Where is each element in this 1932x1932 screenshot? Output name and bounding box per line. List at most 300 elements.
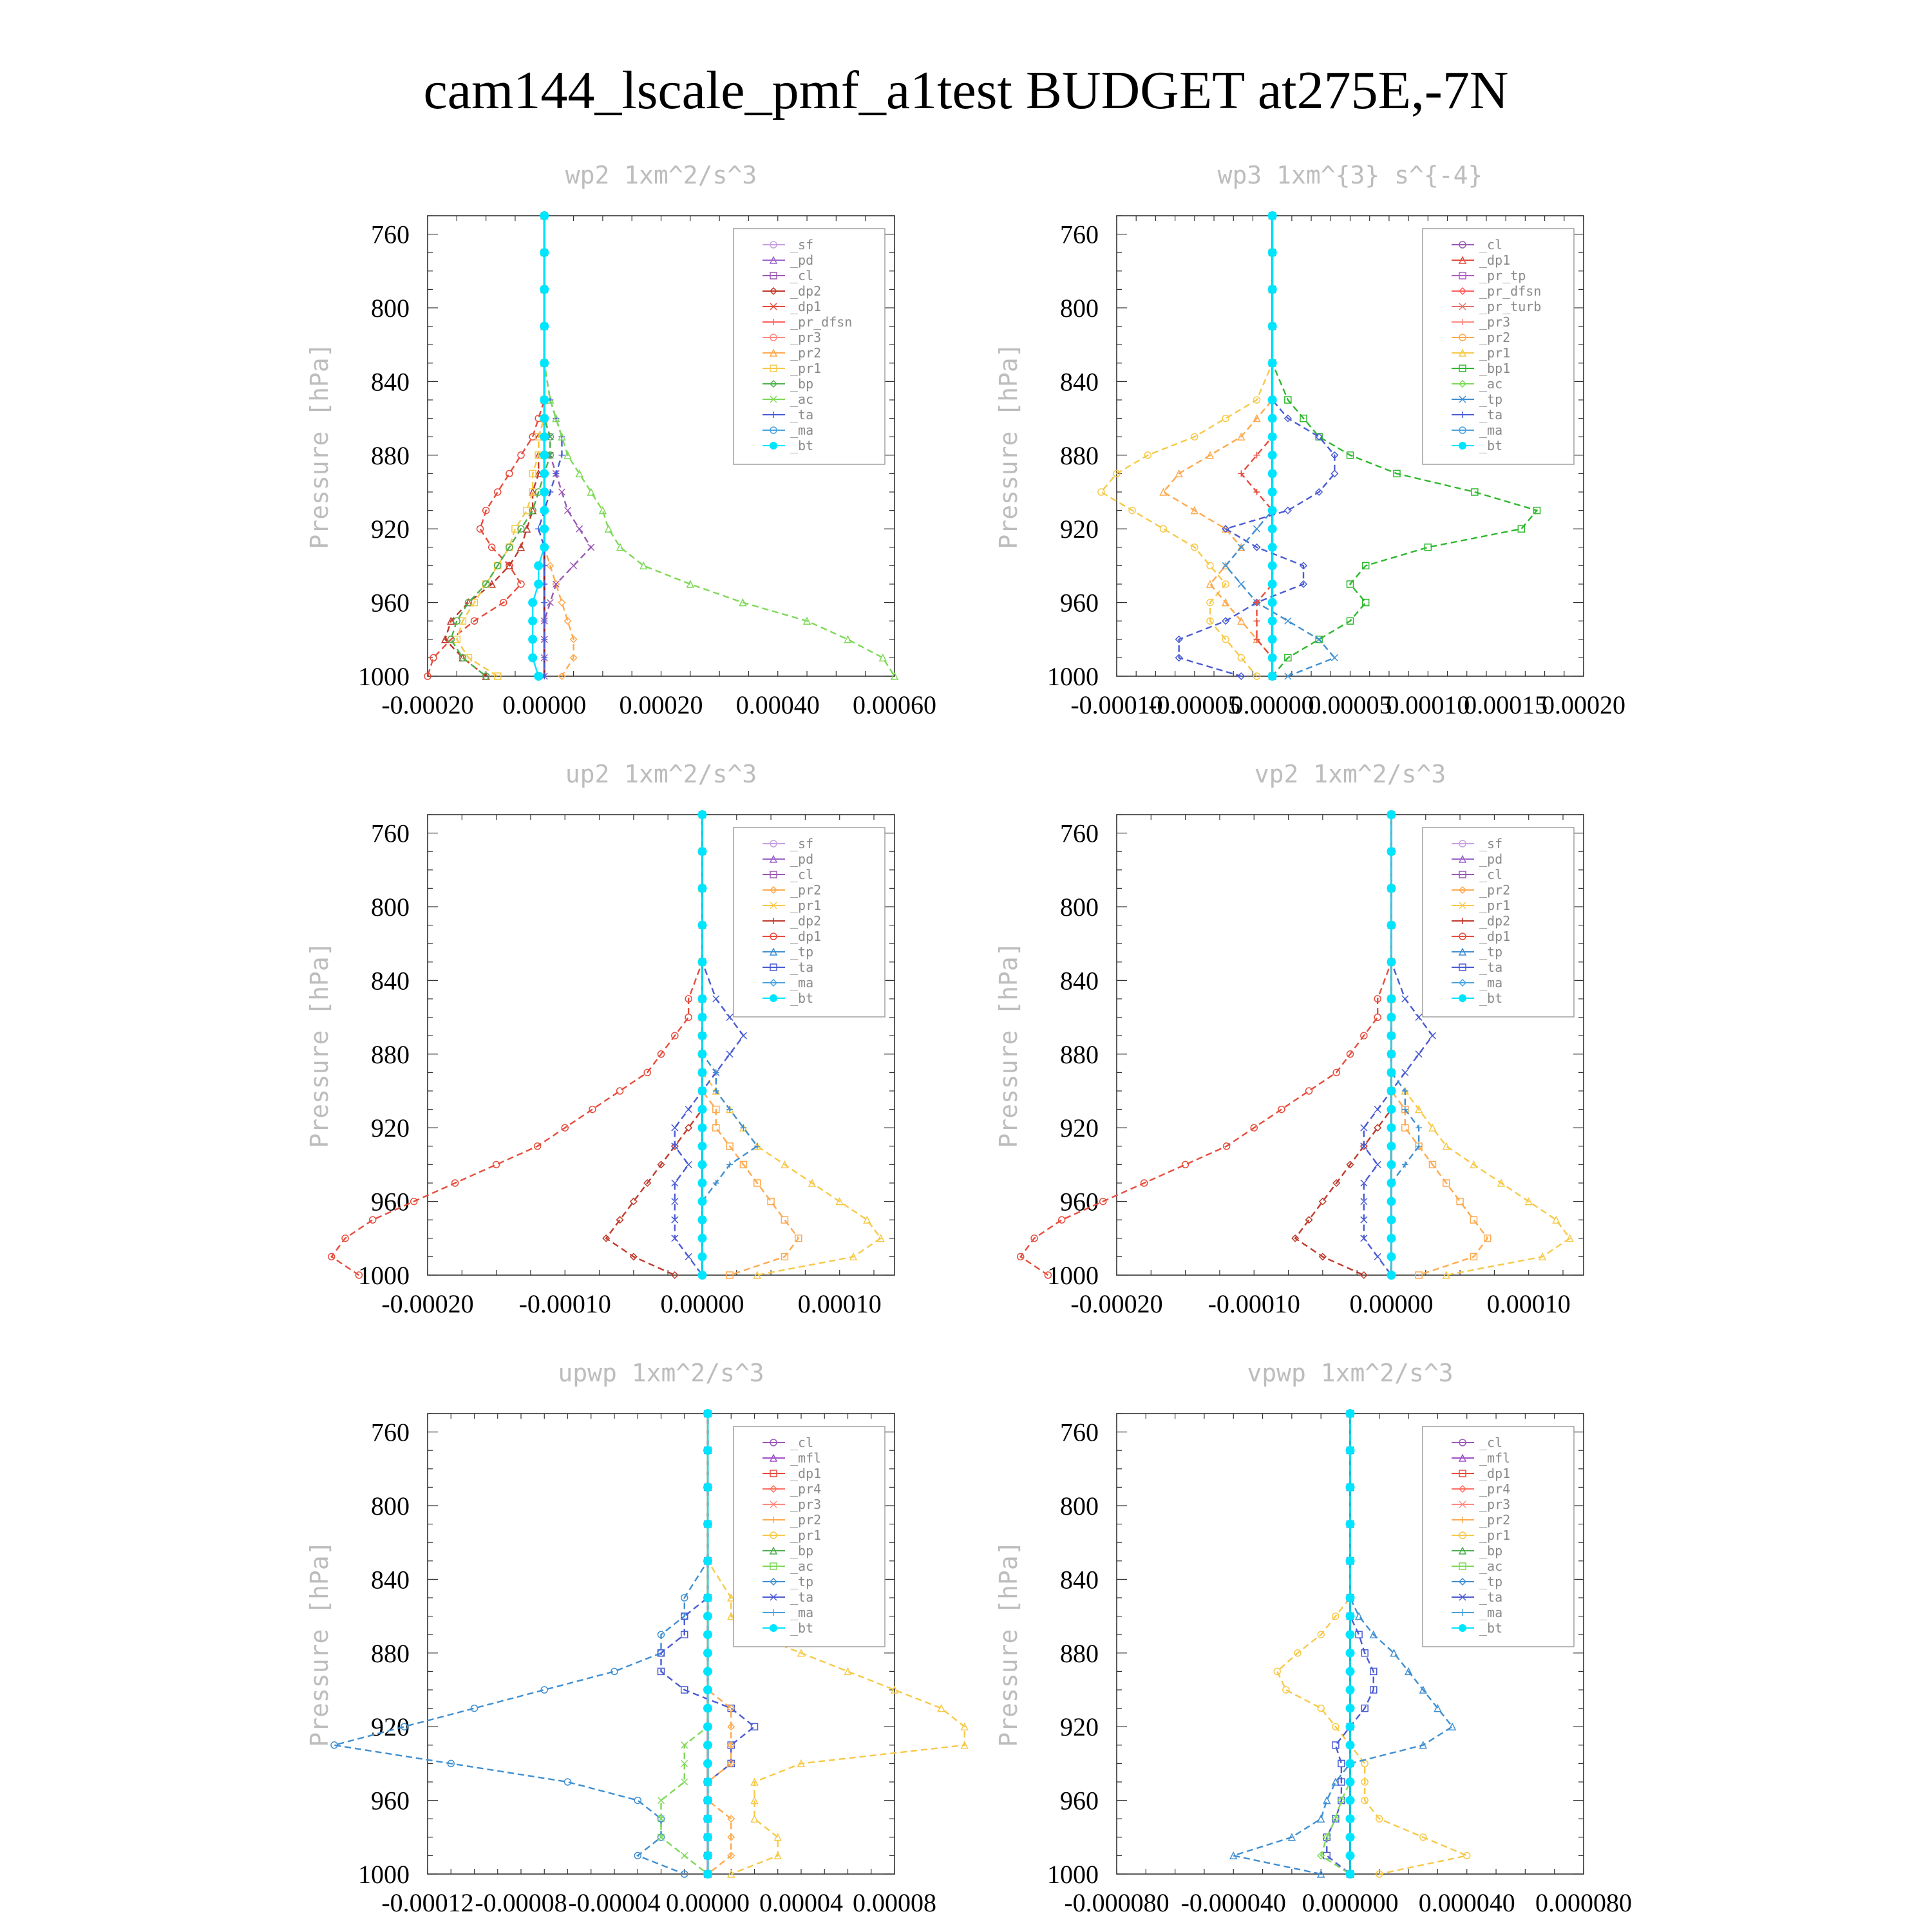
y-tick-label: 840 bbox=[1060, 966, 1099, 996]
legend-label: _ma bbox=[1479, 422, 1503, 438]
y-tick-label: 760 bbox=[371, 220, 410, 249]
data-point bbox=[1268, 414, 1277, 423]
legend-label: _pr_turb bbox=[1479, 299, 1542, 314]
y-tick-label: 840 bbox=[371, 966, 410, 996]
y-tick-label: 880 bbox=[371, 1638, 410, 1668]
data-point bbox=[534, 580, 543, 589]
data-point bbox=[1387, 958, 1396, 967]
data-point bbox=[1346, 1814, 1355, 1823]
legend-label: _ma bbox=[790, 1605, 814, 1620]
y-tick-label: 960 bbox=[1060, 1786, 1099, 1815]
data-point bbox=[540, 524, 549, 533]
data-point bbox=[534, 672, 543, 681]
data-point bbox=[703, 1520, 712, 1529]
panel-title: vpwp 1xm^2/s^3 bbox=[1247, 1359, 1454, 1387]
legend-label: _bp bbox=[790, 1543, 814, 1558]
data-point bbox=[1346, 1741, 1355, 1750]
y-tick-label: 960 bbox=[371, 1187, 410, 1217]
legend-label: _dp1 bbox=[1479, 1466, 1511, 1481]
data-point bbox=[1268, 469, 1277, 478]
data-point bbox=[1268, 211, 1277, 220]
legend-label: _bt bbox=[790, 438, 814, 453]
data-point bbox=[703, 1704, 712, 1713]
legend-label: _ta bbox=[790, 1589, 814, 1605]
data-point bbox=[697, 1215, 706, 1224]
legend-marker bbox=[770, 1624, 777, 1632]
legend-label: _pr4 bbox=[790, 1481, 822, 1497]
legend-label: _pd bbox=[790, 252, 814, 268]
data-point bbox=[1346, 1870, 1355, 1879]
data-point bbox=[528, 616, 537, 625]
legend-label: _cl bbox=[790, 268, 814, 283]
y-tick-label: 800 bbox=[1060, 294, 1099, 323]
y-tick-label: 800 bbox=[1060, 1492, 1099, 1520]
x-tick-label: 0.00004 bbox=[759, 1888, 843, 1917]
x-tick-label: -0.00005 bbox=[1148, 690, 1241, 719]
x-tick-label: 0.00010 bbox=[1386, 690, 1470, 719]
data-point bbox=[1268, 248, 1277, 257]
data-point bbox=[1346, 1704, 1355, 1713]
data-point bbox=[540, 248, 549, 257]
y-tick-label: 760 bbox=[371, 1417, 410, 1447]
y-tick-label: 840 bbox=[371, 1565, 410, 1595]
legend-label: _cl bbox=[1479, 237, 1503, 252]
legend-label: _pr1 bbox=[1479, 345, 1511, 361]
data-point bbox=[703, 1833, 712, 1842]
data-point bbox=[528, 598, 537, 607]
data-point bbox=[1387, 1050, 1396, 1059]
legend-label: _ta bbox=[1479, 407, 1503, 422]
legend-label: _pr2 bbox=[790, 882, 822, 898]
data-point bbox=[703, 1722, 712, 1731]
legend-label: _cl bbox=[790, 867, 814, 882]
data-point bbox=[540, 469, 549, 478]
data-point bbox=[703, 1796, 712, 1805]
data-point bbox=[1268, 506, 1277, 515]
legend-label: _dp1 bbox=[1479, 929, 1511, 944]
data-point bbox=[703, 1870, 712, 1879]
legend bbox=[734, 828, 885, 1017]
legend-label: _bt bbox=[1479, 990, 1503, 1006]
legend-label: _ac bbox=[790, 1558, 814, 1574]
legend-label: _sf bbox=[790, 836, 814, 851]
y-tick-label: 1000 bbox=[1047, 662, 1099, 691]
data-point bbox=[697, 1179, 706, 1188]
legend-label: _dp2 bbox=[1479, 913, 1511, 929]
legend-label: _pr1 bbox=[790, 1528, 822, 1543]
data-point bbox=[697, 1031, 706, 1040]
legend-label: _tp bbox=[1479, 392, 1503, 407]
x-tick-label: 0.000000 bbox=[1302, 1888, 1399, 1917]
data-point bbox=[1387, 1142, 1396, 1151]
data-point bbox=[1268, 672, 1277, 681]
legend-marker bbox=[1459, 1624, 1466, 1632]
data-point bbox=[703, 1409, 712, 1418]
legend-label: _pr1 bbox=[790, 361, 822, 376]
data-point bbox=[1346, 1630, 1355, 1639]
data-point bbox=[1387, 1234, 1396, 1243]
legend-label: _dp1 bbox=[790, 299, 822, 314]
legend-label: _bt bbox=[1479, 1620, 1503, 1636]
data-point bbox=[1346, 1667, 1355, 1676]
data-point bbox=[1346, 1796, 1355, 1805]
y-axis-label: Pressure [hPa] bbox=[305, 1540, 334, 1747]
legend-label: _mfl bbox=[790, 1450, 822, 1466]
legend-label: _dp2 bbox=[790, 913, 822, 929]
data-point bbox=[1268, 488, 1277, 497]
data-point bbox=[1268, 524, 1277, 533]
data-point bbox=[1387, 1031, 1396, 1040]
data-point bbox=[697, 1068, 706, 1077]
legend-label: _bp1 bbox=[1479, 361, 1511, 376]
y-axis-label: Pressure [hPa] bbox=[994, 343, 1023, 549]
data-point bbox=[540, 322, 549, 331]
y-axis-label: Pressure [hPa] bbox=[994, 942, 1023, 1148]
data-point bbox=[528, 653, 537, 662]
legend-label: _ta bbox=[1479, 960, 1503, 975]
legend-label: _dp1 bbox=[790, 1466, 822, 1481]
data-point bbox=[1268, 395, 1277, 404]
data-point bbox=[1346, 1722, 1355, 1731]
legend-label: _pr2 bbox=[1479, 1512, 1511, 1528]
y-tick-label: 880 bbox=[371, 440, 410, 470]
y-tick-label: 880 bbox=[371, 1039, 410, 1069]
x-tick-label: 0.00020 bbox=[619, 690, 703, 719]
legend-label: _ac bbox=[1479, 376, 1503, 392]
legend-label: _pr3 bbox=[790, 330, 822, 345]
data-point bbox=[697, 1234, 706, 1243]
data-point bbox=[540, 432, 549, 441]
data-point bbox=[1387, 1215, 1396, 1224]
legend bbox=[1423, 229, 1574, 464]
legend-label: _bt bbox=[790, 1620, 814, 1636]
y-tick-label: 840 bbox=[371, 367, 410, 397]
legend-label: _ac bbox=[790, 392, 814, 407]
data-point bbox=[697, 1105, 706, 1114]
legend-label: _pr1 bbox=[1479, 898, 1511, 913]
data-point bbox=[697, 1160, 706, 1169]
data-point bbox=[703, 1777, 712, 1786]
data-point bbox=[540, 285, 549, 294]
y-tick-label: 920 bbox=[371, 1712, 410, 1742]
x-tick-label: 0.00020 bbox=[1542, 690, 1625, 719]
data-point bbox=[703, 1482, 712, 1492]
y-tick-label: 1000 bbox=[1047, 1860, 1099, 1889]
legend-marker bbox=[770, 442, 777, 450]
legend-label: _ma bbox=[1479, 975, 1503, 990]
x-tick-label: 0.00005 bbox=[1308, 690, 1392, 719]
y-axis-label: Pressure [hPa] bbox=[305, 343, 334, 549]
data-point bbox=[697, 1197, 706, 1206]
x-tick-label: -0.00020 bbox=[381, 690, 474, 719]
data-point bbox=[1387, 1252, 1396, 1261]
y-tick-label: 880 bbox=[1060, 440, 1099, 470]
data-point bbox=[697, 958, 706, 967]
data-point bbox=[703, 1446, 712, 1455]
data-point bbox=[1346, 1612, 1355, 1621]
legend-label: _dp1 bbox=[1479, 252, 1511, 268]
y-tick-label: 760 bbox=[1060, 220, 1099, 249]
data-point bbox=[1346, 1520, 1355, 1529]
legend-label: _bp bbox=[1479, 1543, 1503, 1558]
x-tick-label: 0.00060 bbox=[853, 690, 936, 719]
data-point bbox=[1387, 810, 1396, 819]
x-tick-label: 0.00000 bbox=[502, 690, 587, 719]
data-point bbox=[1346, 1833, 1355, 1842]
data-point bbox=[540, 451, 549, 460]
data-point bbox=[1268, 580, 1277, 589]
data-point bbox=[1346, 1777, 1355, 1786]
data-point bbox=[1387, 1160, 1396, 1169]
data-point bbox=[540, 506, 549, 515]
legend bbox=[1423, 828, 1574, 1017]
legend-label: _bt bbox=[1479, 438, 1503, 453]
legend-label: _ma bbox=[790, 975, 814, 990]
legend-label: _ma bbox=[790, 422, 814, 438]
legend-label: _pr1 bbox=[790, 898, 822, 913]
data-point bbox=[1268, 561, 1277, 570]
y-tick-label: 960 bbox=[371, 588, 410, 618]
data-point bbox=[1268, 616, 1277, 625]
data-point bbox=[1387, 1123, 1396, 1132]
y-tick-label: 1000 bbox=[358, 1261, 410, 1290]
legend-label: _sf bbox=[1479, 836, 1503, 851]
legend-label: _bt bbox=[790, 990, 814, 1006]
data-point bbox=[703, 1685, 712, 1694]
data-point bbox=[697, 1252, 706, 1261]
legend-label: _ta bbox=[1479, 1589, 1503, 1605]
y-tick-label: 960 bbox=[371, 1786, 410, 1815]
y-tick-label: 880 bbox=[1060, 1638, 1099, 1668]
data-point bbox=[1387, 884, 1396, 893]
x-tick-label: 0.00010 bbox=[1486, 1289, 1571, 1318]
data-point bbox=[1387, 1197, 1396, 1206]
legend-label: _pr2 bbox=[790, 345, 822, 361]
legend-label: _ac bbox=[1479, 1558, 1503, 1574]
y-tick-label: 840 bbox=[1060, 1565, 1099, 1595]
y-tick-label: 920 bbox=[371, 1113, 410, 1143]
data-point bbox=[697, 810, 706, 819]
y-tick-label: 960 bbox=[1060, 588, 1099, 618]
x-tick-label: 0.00008 bbox=[853, 1888, 936, 1917]
y-tick-label: 760 bbox=[1060, 819, 1099, 848]
y-axis-label: Pressure [hPa] bbox=[305, 942, 334, 1148]
x-tick-label: 0.00000 bbox=[666, 1888, 750, 1917]
data-point bbox=[1387, 1068, 1396, 1077]
y-tick-label: 1000 bbox=[1047, 1261, 1099, 1290]
y-tick-label: 800 bbox=[371, 294, 410, 323]
legend-label: _pr3 bbox=[1479, 1497, 1511, 1512]
data-point bbox=[703, 1759, 712, 1768]
data-point bbox=[703, 1557, 712, 1566]
data-point bbox=[1268, 322, 1277, 331]
x-tick-label: 0.00000 bbox=[1349, 1289, 1434, 1318]
figure-title: cam144_lscale_pmf_a1test BUDGET at275E,-7N bbox=[423, 61, 1509, 120]
x-tick-label: -0.00012 bbox=[381, 1888, 474, 1917]
x-tick-label: -0.00004 bbox=[568, 1888, 661, 1917]
panel-title: vp2 1xm^2/s^3 bbox=[1254, 760, 1446, 788]
data-point bbox=[1346, 1409, 1355, 1418]
x-tick-label: -0.00010 bbox=[1070, 690, 1163, 719]
x-tick-label: -0.00020 bbox=[381, 1289, 474, 1318]
legend-label: _mfl bbox=[1479, 1450, 1511, 1466]
data-point bbox=[703, 1741, 712, 1750]
y-tick-label: 1000 bbox=[358, 662, 410, 691]
panel-title: upwp 1xm^2/s^3 bbox=[558, 1359, 764, 1387]
data-point bbox=[697, 1050, 706, 1059]
data-point bbox=[534, 561, 543, 570]
legend-label: _pr3 bbox=[790, 1497, 822, 1512]
data-point bbox=[1387, 921, 1396, 930]
x-tick-label: -0.00010 bbox=[1208, 1289, 1300, 1318]
data-point bbox=[540, 414, 549, 423]
legend-label: _tp bbox=[1479, 944, 1503, 960]
y-tick-label: 1000 bbox=[358, 1860, 410, 1889]
data-point bbox=[1346, 1851, 1355, 1860]
legend-label: _tp bbox=[790, 1574, 814, 1589]
legend-label: _pr_tp bbox=[1479, 268, 1526, 283]
data-point bbox=[1268, 285, 1277, 294]
data-point bbox=[703, 1593, 712, 1602]
data-point bbox=[703, 1649, 712, 1658]
x-tick-label: 0.00015 bbox=[1464, 690, 1548, 719]
y-tick-label: 800 bbox=[1060, 893, 1099, 922]
panel-title: wp2 1xm^2/s^3 bbox=[565, 161, 757, 189]
x-tick-label: 0.00000 bbox=[1230, 690, 1314, 719]
legend-label: _pr2 bbox=[790, 1512, 822, 1528]
legend-label: _pr2 bbox=[1479, 330, 1511, 345]
data-point bbox=[1268, 543, 1277, 552]
legend-label: _bp bbox=[790, 376, 814, 392]
data-point bbox=[697, 1142, 706, 1151]
data-point bbox=[1346, 1446, 1355, 1455]
data-point bbox=[697, 1271, 706, 1280]
legend-marker bbox=[770, 994, 777, 1002]
data-point bbox=[1346, 1593, 1355, 1602]
legend-label: _pr1 bbox=[1479, 1528, 1511, 1543]
x-tick-label: 0.000080 bbox=[1535, 1888, 1632, 1917]
data-point bbox=[703, 1630, 712, 1639]
data-point bbox=[540, 359, 549, 368]
legend-label: _cl bbox=[1479, 1435, 1503, 1450]
data-point bbox=[697, 884, 706, 893]
data-point bbox=[1346, 1685, 1355, 1694]
data-point bbox=[697, 1123, 706, 1132]
data-point bbox=[697, 994, 706, 1003]
y-tick-label: 760 bbox=[1060, 1417, 1099, 1447]
legend-label: _sf bbox=[790, 237, 814, 252]
data-point bbox=[1387, 1086, 1396, 1095]
x-tick-label: -0.000080 bbox=[1064, 1888, 1170, 1917]
data-point bbox=[1346, 1482, 1355, 1492]
data-point bbox=[540, 395, 549, 404]
data-point bbox=[703, 1667, 712, 1676]
data-point bbox=[1387, 1105, 1396, 1114]
data-point bbox=[540, 488, 549, 497]
data-point bbox=[540, 211, 549, 220]
data-point bbox=[1387, 1179, 1396, 1188]
legend-label: _ta bbox=[790, 960, 814, 975]
data-point bbox=[1346, 1759, 1355, 1768]
data-point bbox=[703, 1612, 712, 1621]
legend-marker bbox=[1459, 994, 1466, 1002]
y-tick-label: 960 bbox=[1060, 1187, 1099, 1217]
y-tick-label: 800 bbox=[371, 893, 410, 922]
x-tick-label: -0.00020 bbox=[1070, 1289, 1163, 1318]
data-point bbox=[1268, 359, 1277, 368]
legend bbox=[734, 1426, 885, 1647]
y-tick-label: 920 bbox=[371, 515, 410, 544]
legend-label: _pr_dfsn bbox=[1479, 283, 1542, 299]
legend bbox=[1423, 1426, 1574, 1647]
legend-label: _tp bbox=[790, 944, 814, 960]
y-tick-label: 760 bbox=[371, 819, 410, 848]
legend-marker bbox=[1459, 442, 1466, 450]
x-tick-label: -0.00010 bbox=[518, 1289, 611, 1318]
data-point bbox=[703, 1814, 712, 1823]
y-tick-label: 920 bbox=[1060, 1113, 1099, 1143]
legend-label: _tp bbox=[1479, 1574, 1503, 1589]
data-point bbox=[528, 635, 537, 644]
legend-label: _pd bbox=[790, 851, 814, 867]
x-tick-label: -0.000040 bbox=[1180, 1888, 1286, 1917]
data-point bbox=[697, 1013, 706, 1022]
legend-label: _pr3 bbox=[1479, 314, 1511, 330]
legend-label: _pr2 bbox=[1479, 882, 1511, 898]
x-tick-label: 0.00040 bbox=[735, 690, 820, 719]
legend-label: _cl bbox=[1479, 867, 1503, 882]
data-point bbox=[703, 1851, 712, 1860]
data-point bbox=[1268, 451, 1277, 460]
legend-label: _pr4 bbox=[1479, 1481, 1511, 1497]
data-point bbox=[1387, 1271, 1396, 1280]
legend bbox=[734, 229, 885, 464]
y-tick-label: 880 bbox=[1060, 1039, 1099, 1069]
legend-label: _dp1 bbox=[790, 929, 822, 944]
data-point bbox=[1387, 994, 1396, 1003]
data-point bbox=[1346, 1557, 1355, 1566]
y-axis-label: Pressure [hPa] bbox=[994, 1540, 1023, 1747]
legend-label: _pd bbox=[1479, 851, 1503, 867]
data-point bbox=[1268, 598, 1277, 607]
y-tick-label: 840 bbox=[1060, 367, 1099, 397]
data-point bbox=[540, 543, 549, 552]
x-tick-label: -0.00008 bbox=[475, 1888, 567, 1917]
y-tick-label: 800 bbox=[371, 1492, 410, 1520]
data-point bbox=[1387, 847, 1396, 856]
legend-label: _ta bbox=[790, 407, 814, 422]
x-tick-label: 0.00000 bbox=[660, 1289, 744, 1318]
data-point bbox=[697, 847, 706, 856]
y-tick-label: 920 bbox=[1060, 1712, 1099, 1742]
data-point bbox=[697, 1086, 706, 1095]
data-point bbox=[1268, 432, 1277, 441]
data-point bbox=[1268, 635, 1277, 644]
legend-label: _dp2 bbox=[790, 283, 822, 299]
data-point bbox=[697, 921, 706, 930]
x-tick-label: 0.00010 bbox=[797, 1289, 882, 1318]
legend-label: _pr_dfsn bbox=[790, 314, 853, 330]
panel-title: up2 1xm^2/s^3 bbox=[565, 760, 757, 788]
data-point bbox=[1387, 1013, 1396, 1022]
x-tick-label: 0.000040 bbox=[1418, 1888, 1515, 1917]
data-point bbox=[1268, 653, 1277, 662]
y-tick-label: 920 bbox=[1060, 515, 1099, 544]
data-point bbox=[1346, 1649, 1355, 1658]
panel-title: wp3 1xm^{3} s^{-4} bbox=[1217, 161, 1483, 189]
legend-label: _ma bbox=[1479, 1605, 1503, 1620]
legend-label: _cl bbox=[790, 1435, 814, 1450]
